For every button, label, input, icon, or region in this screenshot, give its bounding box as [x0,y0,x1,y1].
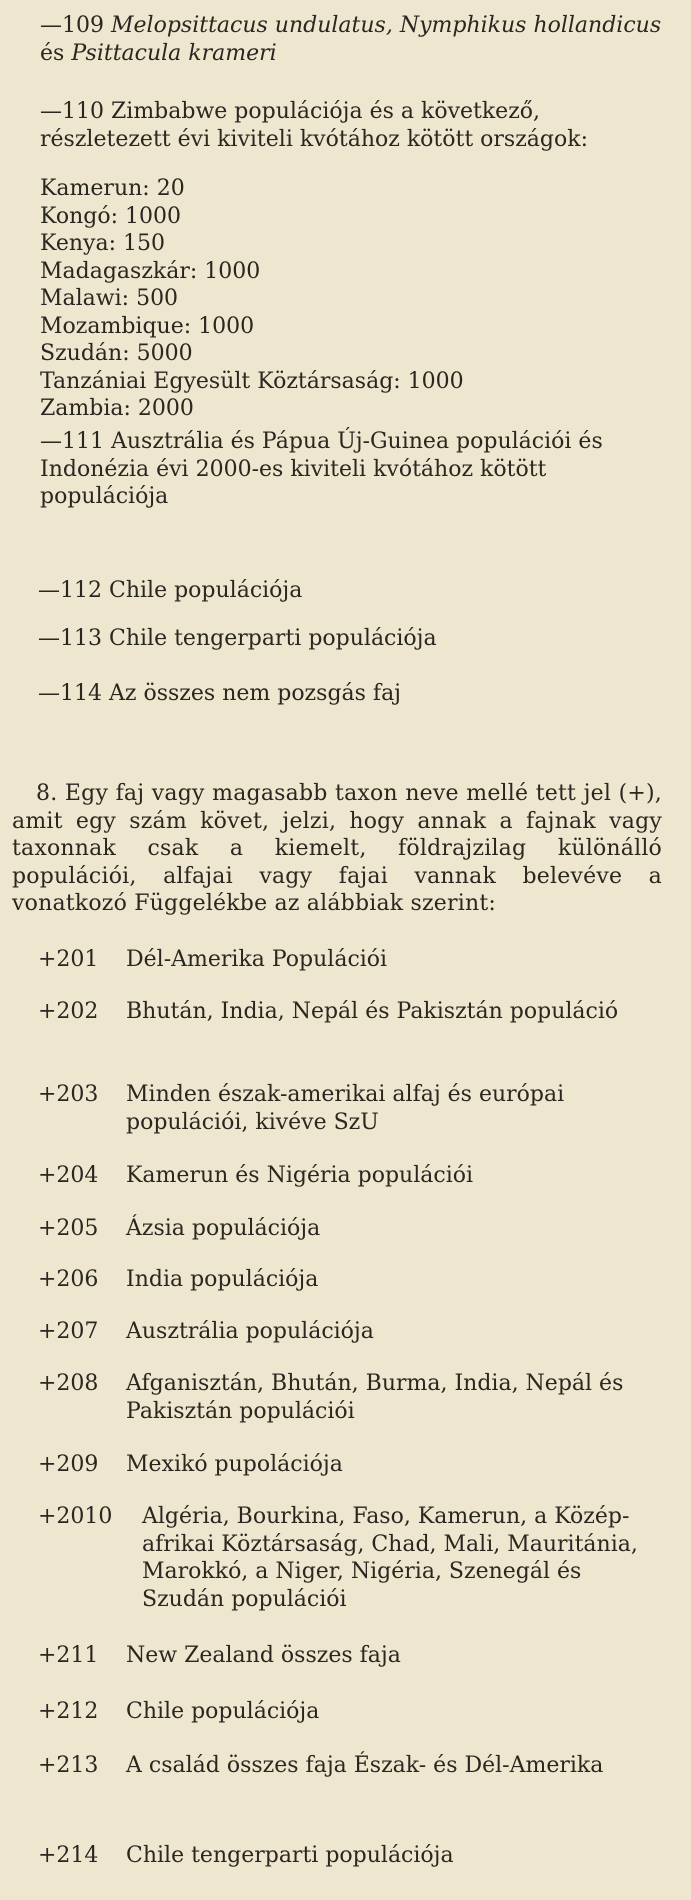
species-name-italic: Psittacula krameri [71,40,277,66]
entry-code: +214 [38,1843,99,1868]
entry-code: +204 [38,1163,99,1188]
entry-code: +203 [38,1082,99,1107]
entry-code: +212 [38,1699,99,1724]
entry-text: Chile tengerparti populációja [109,626,437,651]
entry-code: +207 [38,1319,99,1344]
entry-code: —113 [38,626,102,651]
entry-code: —110 [40,99,104,124]
country-quota-item: Mozambique: 1000 [40,313,255,339]
entry-109 [40,12,665,67]
country-quota-item: Madagaszkár: 1000 [40,258,261,284]
country-quota-list [40,175,464,423]
country-quota-item: Kenya: 150 [40,231,165,256]
entry-text: Chile populációja [109,578,303,603]
entry-text: Chile tengerparti populációja [126,1843,454,1868]
entry-code: +213 [38,1753,99,1778]
paragraph-8: 8. Egy faj vagy magasabb taxon neve mellé tett jel (+), amit egy szám követ, jelzi, hogy annak a fajnak vagy taxonnak csak a kiemelt, földrajzilag különálló populációi, alfajai vagy fajai vannak belevéve a vonatkozó Függelékbe az alábbiak szerint: [12,781,662,916]
species-names-italic: Melopsittacus undulatus, Nymphikus hollandicus [111,13,662,38]
entry-code: —114 [38,681,102,706]
entry-110 [40,98,665,153]
entry-111 [40,428,665,511]
entry-code: +205 [38,1216,99,1241]
entry-113 [38,625,666,653]
entry-text: Bhután, India, Nepál és Pakisztán populáció [126,999,619,1024]
entry-text: Afganisztán, Bhután, Burma, India, Nepál és Pakisztán populációi [126,1371,624,1424]
entry-code: +206 [38,1267,99,1292]
entry-text: Dél-Amerika Populációi [126,947,388,972]
entry-text: Chile populációja [126,1699,320,1724]
entry-code: +211 [38,1643,99,1668]
entry-code: +202 [38,999,99,1024]
entry-code: +208 [38,1371,99,1396]
entry-code: —112 [38,578,102,603]
country-quota-item: Kongó: 1000 [40,203,181,229]
entry-text: Ausztrália populációja [126,1319,374,1344]
conjunction: és [40,40,72,66]
entry-text: Zimbabwe populációja és a következő, részletezett évi kiviteli kvótához kötött országok: [40,99,588,152]
entry-code: —109 [40,13,104,38]
country-quota-item: Tanzániai Egyesült Köztársaság: 1000 [40,368,464,394]
country-quota-item: Malawi: 500 [40,286,179,311]
entry-112 [38,577,666,605]
entry-text: A család összes faja Észak- és Dél-Amerika [126,1753,604,1778]
entry-text: India populációja [126,1267,319,1292]
entry-text: New Zealand összes faja [126,1643,401,1668]
country-quota-item: Szudán: 5000 [40,341,193,366]
entry-text: Ausztrália és Pápua Új-Guinea populációi és Indonézia évi 2000-es kiviteli kvótához kötött populációja [40,429,603,509]
entry-code: +201 [38,947,99,972]
entry-code: +209 [38,1452,99,1477]
country-quota-item: Kamerun: 20 [40,176,185,201]
entry-text: Minden észak-amerikai alfaj és európai populációi, kivéve SzU [126,1082,565,1135]
entry-code: —111 [40,429,104,454]
entry-code: +2010 [38,1504,113,1529]
entry-text: Az összes nem pozsgás faj [109,681,402,706]
entry-text: Mexikó pupolációja [126,1452,343,1477]
entry-114 [38,680,666,708]
entry-text: Kamerun és Nigéria populációi [126,1163,474,1188]
entry-text: Algéria, Bourkina, Faso, Kamerun, a Közép-afrikai Köztársaság, Chad, Mali, Mauritánia, Marokkó, a Niger, Nigéria, Szenegál és Szudán populációi [142,1504,638,1612]
entry-text [40,13,661,66]
entry-text: Ázsia populációja [126,1216,321,1241]
country-quota-item: Zambia: 2000 [40,396,194,421]
